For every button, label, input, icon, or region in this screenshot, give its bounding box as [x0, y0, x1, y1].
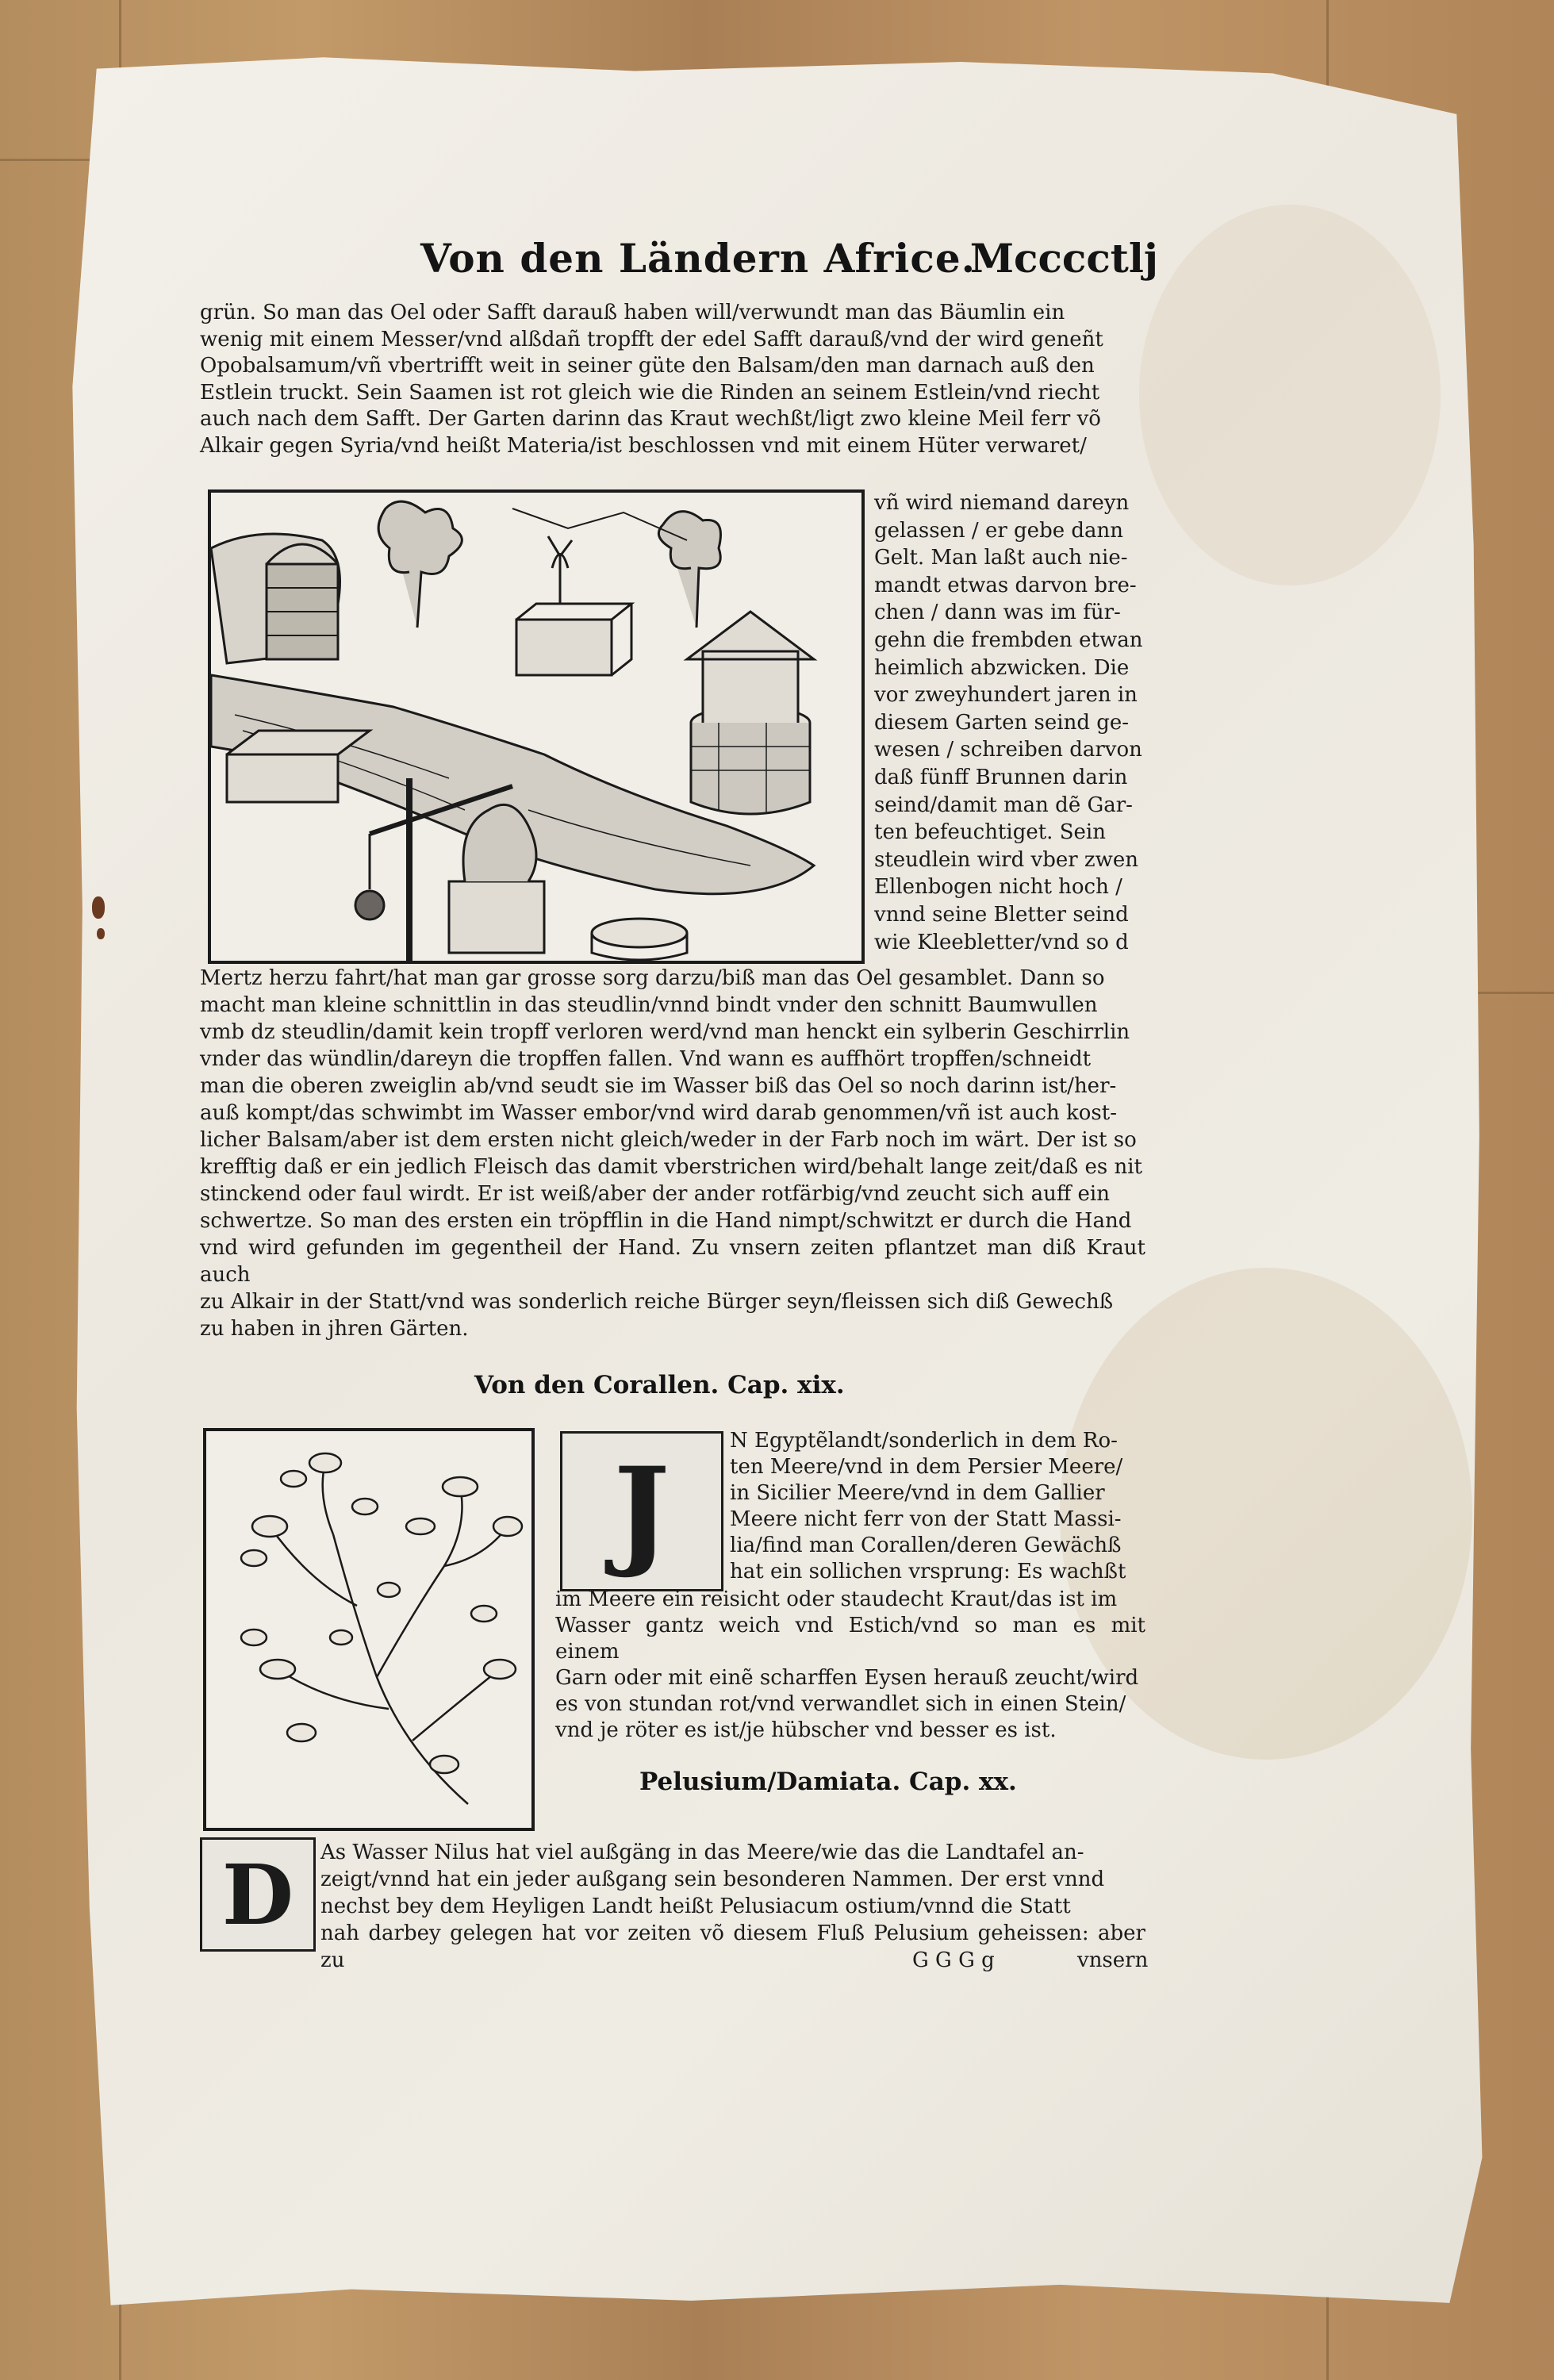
chapter-heading-corals: Von den Corallen. Cap. xix. — [474, 1371, 845, 1399]
text-line: nechst bey dem Heyligen Landt heißt Pelusiacum ostium/vnnd die Statt — [320, 1894, 1071, 1918]
text-block-corals — [555, 1587, 1145, 1744]
running-head — [420, 235, 1158, 298]
text-line: Ellenbogen nicht hoch / — [874, 875, 1122, 900]
text-line: Alkair gegen Syria/vnd heißt Materia/ist beschlossen vnd mit einem Hüter verwaret/ — [200, 433, 1087, 458]
text-line: zeigt/vnnd hat ein jeder außgang sein besonderen Nammen. Der erst vnnd — [320, 1868, 1105, 1891]
text-line: Opobalsamum/vñ vbertrifft weit in seiner güte den Balsam/den man darnach auß den — [200, 354, 1095, 378]
text-line: auch nach dem Safft. Der Garten darinn das Kraut wechßt/ligt zwo kleine Meil ferr võ — [200, 407, 1101, 431]
text-line: N Egyptẽlandt/sonderlich in dem Ro- — [730, 1429, 1118, 1453]
text-line: wenig mit einem Messer/vnd alßdañ tropfft der edel Safft darauß/vnd der wird geneñt — [200, 327, 1103, 351]
text-line: stinckend oder faul wirdt. Er ist weiß/aber der ander rotfärbig/vnd zeucht sich auff ein — [200, 1182, 1110, 1206]
text-line: wesen / schreiben darvon — [874, 738, 1142, 762]
text-block-opening — [200, 300, 1145, 459]
text-line: im Meere ein reisicht oder staudecht Kraut/das ist im — [555, 1587, 1118, 1611]
text-line: man die oberen zweiglin ab/vnd seudt sie im Wasser biß das Oel so noch darinn ist/her- — [200, 1074, 1117, 1098]
text-line: in Sicilier Meere/vnd in dem Gallier — [730, 1481, 1105, 1505]
text-line: vor zweyhundert jaren in — [874, 683, 1138, 708]
text-line: Gelt. Man laßt auch nie- — [874, 546, 1128, 570]
ink-stain — [97, 928, 105, 939]
coral-illustration — [206, 1431, 531, 1828]
text-line: vmb dz steudlin/damit kein tropff verloren werd/vnd man henckt ein sylberin Geschirrlin — [200, 1020, 1130, 1044]
text-block-corals-indented — [730, 1428, 1145, 1585]
text-line: Meere nicht ferr von der Statt Massi- — [730, 1507, 1122, 1531]
text-line: schwertze. So man des ersten ein tröpfflin in die Hand nimpt/schwitzt er durch die Hand — [200, 1209, 1132, 1233]
decorated-initial-d: D — [200, 1837, 316, 1952]
text-line: macht man kleine schnittlin in das steudlin/vnnd bindt vnder den schnitt Baumwullen — [200, 993, 1098, 1017]
text-block-side-column — [874, 489, 1145, 956]
text-line: Mertz herzu fahrt/hat man gar grosse sorg darzu/biß man das Oel gesamblet. Dann so — [200, 966, 1105, 990]
text-line: gehn die frembden etwan — [874, 628, 1143, 652]
text-line: auß kompt/das schwimbt im Wasser embor/vnd wird darab genommen/vñ ist auch kost- — [200, 1101, 1117, 1125]
text-line: wie Kleebletter/vnd so d — [874, 930, 1129, 954]
text-line: heimlich abzwicken. Die — [874, 655, 1130, 680]
woodcut-coral-plant — [203, 1428, 535, 1831]
text-line: vnd je röter es ist/je hübscher vnd besser es ist. — [555, 1718, 1057, 1742]
text-line: licher Balsam/aber ist dem ersten nicht gleich/weder in der Farb noch im wärt. Der ist so — [200, 1128, 1137, 1152]
text-line: Garn oder mit einẽ scharffen Eysen herauß zeucht/wird — [555, 1666, 1139, 1690]
woodcut-balsam-garden — [208, 489, 865, 964]
text-line: zu haben in jhren Gärten. — [200, 1317, 469, 1341]
text-line: vnnd seine Bletter seind — [874, 902, 1129, 927]
paper-stain — [1139, 205, 1441, 585]
text-line: gelassen / er gebe dann — [874, 518, 1123, 543]
text-block-pelusium — [320, 1839, 1145, 1974]
text-line: hat ein sollichen vrsprung: Es wachßt — [730, 1560, 1126, 1583]
text-line: diesem Garten seind ge- — [874, 710, 1130, 735]
running-title: Von den Ländern Africe. — [420, 235, 977, 282]
text-line: vñ wird niemand dareyn — [874, 491, 1130, 515]
text-line: ten Meere/vnd in dem Persier Meere/ — [730, 1455, 1123, 1479]
signature-mark: G G G g — [912, 1948, 995, 1972]
text-line: steudlein wird vber zwen — [874, 847, 1138, 872]
text-line: chen / dann was im für- — [874, 601, 1121, 625]
text-line: As Wasser Nilus hat viel außgäng in das Meere/wie das die Landtafel an- — [320, 1841, 1084, 1864]
folio-number: Mcccctlj — [969, 235, 1158, 282]
text-line: ten befeuchtiget. Sein — [874, 820, 1106, 845]
text-line: zu Alkair in der Statt/vnd was sonderlich reiche Bürger seyn/fleissen sich diß Gewechß — [200, 1290, 1114, 1314]
text-line: seind/damit man dẽ Gar- — [874, 793, 1133, 817]
text-line: es von stundan rot/vnd verwandlet sich in einen Stein/ — [555, 1692, 1126, 1716]
text-line: vnd wird gefunden im gegentheil der Hand. Zu vnsern zeiten pflantzet man diß Kraut auch — [200, 1236, 1145, 1287]
text-block-continuation — [200, 965, 1145, 1342]
text-line: nah darbey gelegen hat vor zeiten võ diesem Fluß Pelusium geheissen: aber zu — [320, 1921, 1145, 1972]
text-line: daß fünff Brunnen darin — [874, 765, 1128, 789]
garden-illustration — [211, 493, 861, 961]
text-line: krefftig daß er ein jedlich Fleisch das damit vberstrichen wird/behalt lange zeit/daß es nit — [200, 1155, 1142, 1179]
text-line: Wasser gantz weich vnd Estich/vnd so man es mit einem — [555, 1614, 1145, 1664]
text-line: lia/find man Corallen/deren Gewächß — [730, 1534, 1122, 1557]
catchword: vnsern — [1077, 1948, 1149, 1972]
decorated-initial-j: J — [560, 1431, 723, 1591]
chapter-heading-pelusium: Pelusium/Damiata. Cap. xx. — [639, 1768, 1017, 1796]
text-line: mandt etwas darvon bre- — [874, 573, 1137, 597]
text-line: Estlein truckt. Sein Saamen ist rot gleich wie die Rinden an seinem Estlein/vnd riecht — [200, 380, 1100, 405]
text-line: vnder das wündlin/dareyn die tropffen fallen. Vnd wann es auffhört tropffen/schneidt — [200, 1047, 1092, 1071]
text-line: grün. So man das Oel oder Safft darauß haben will/verwundt man das Bäumlin ein — [200, 301, 1065, 324]
ink-stain — [92, 896, 105, 919]
